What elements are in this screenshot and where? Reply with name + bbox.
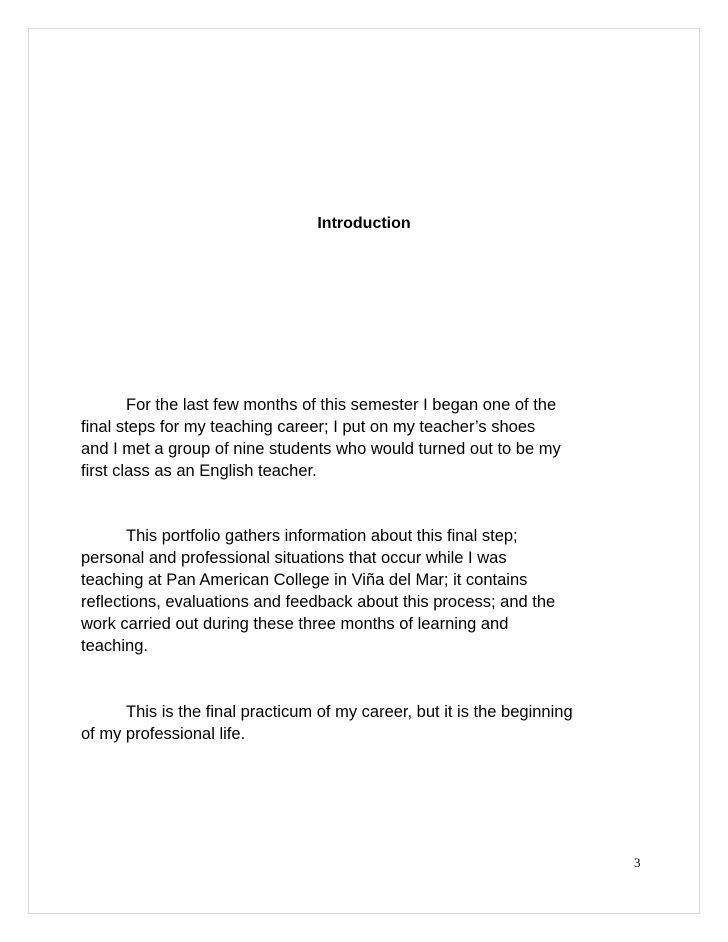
page-title: Introduction (317, 215, 411, 232)
paragraph-text: For the last few months of this semester I began one of the final steps for my teaching career; I put on my teacher’s shoes and I met a group of nine students who would turned out to be my first class as an English teacher. (81, 396, 561, 480)
paragraph-text: This is the final practicum of my career, but it is the beginning of my professional life. (81, 703, 573, 743)
paragraph-closing (81, 701, 651, 745)
page-number: 3 (634, 855, 641, 870)
paragraph-portfolio (81, 525, 651, 657)
paragraph-intro (81, 394, 651, 482)
paragraph-text: This portfolio gathers information about this final step; personal and professional situations that occur while I was teaching at Pan American College in Viña del Mar; it contains reflections, evaluations and feedback about this process; and the work carried out during these three months of learning and teaching. (81, 527, 556, 655)
